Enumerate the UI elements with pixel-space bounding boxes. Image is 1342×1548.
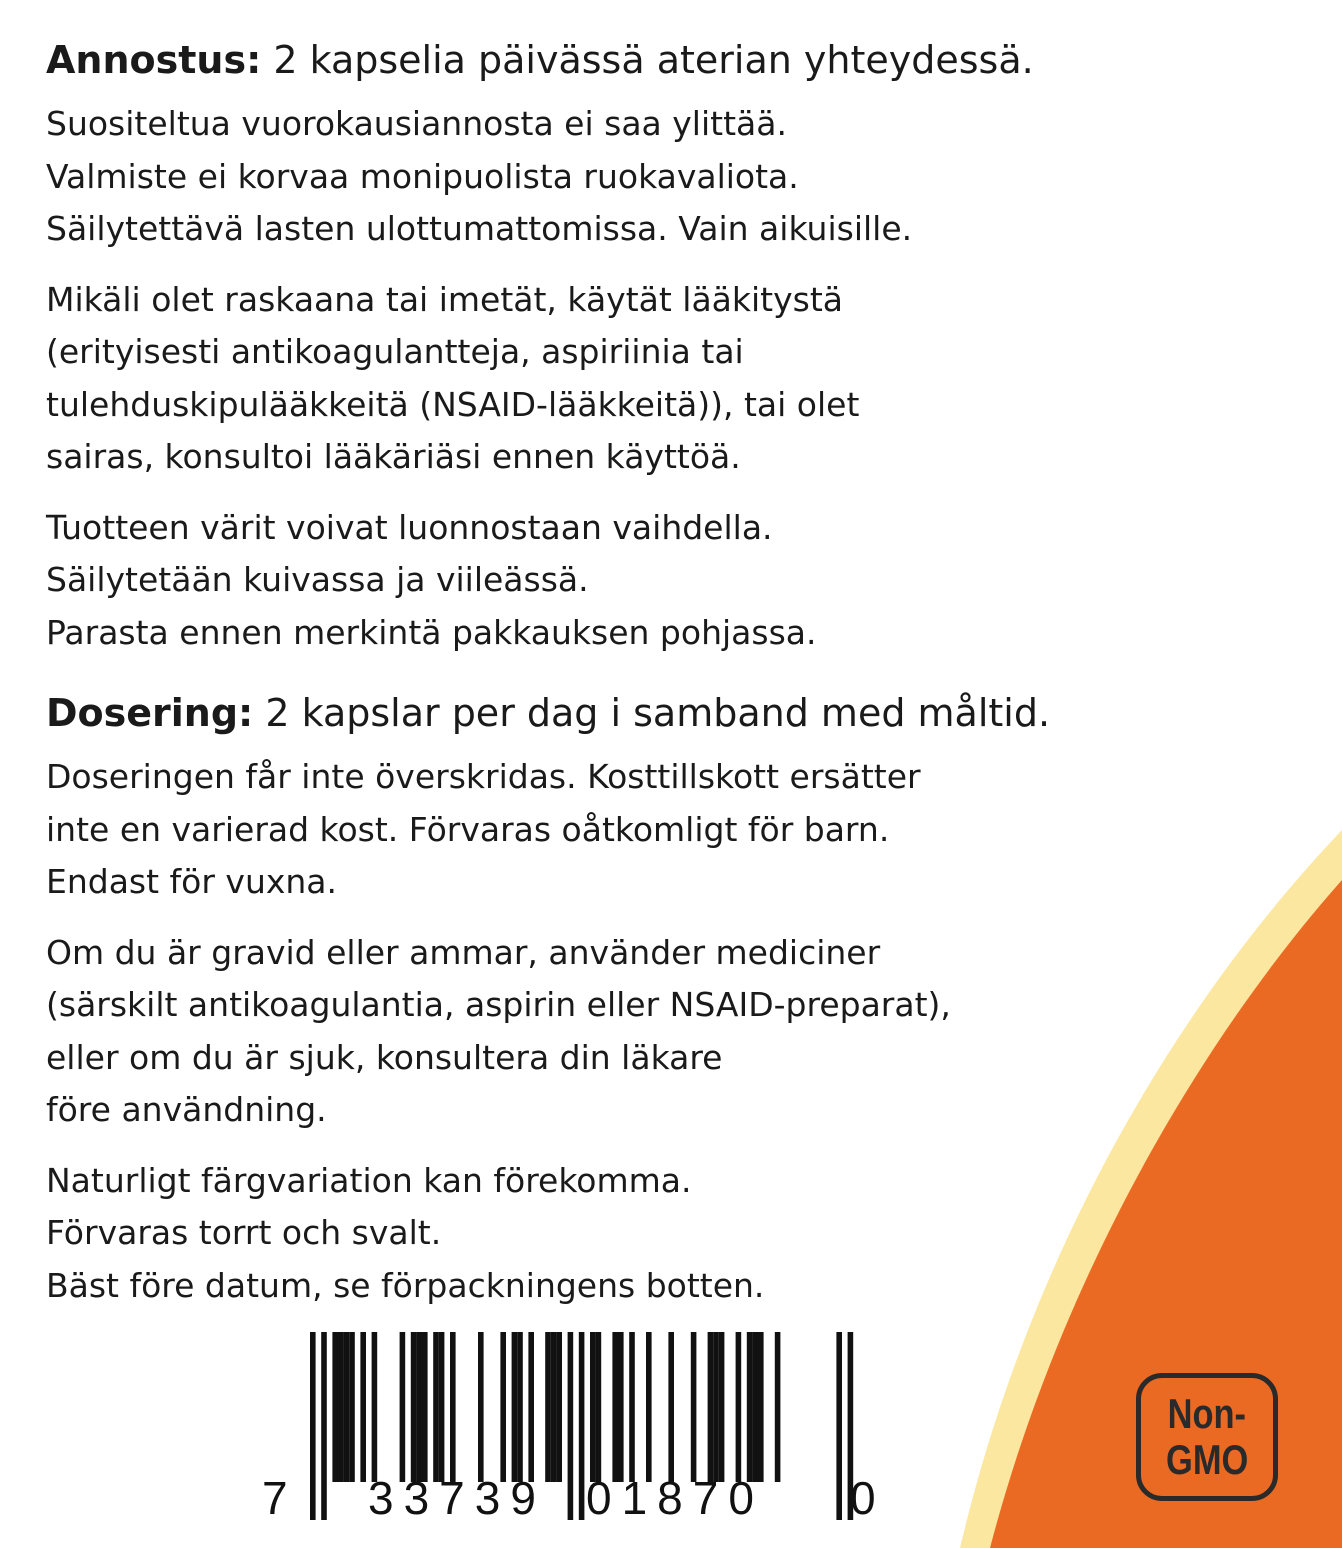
barcode-bar	[349, 1332, 355, 1482]
text-line: Tuotteen värit voivat luonnostaan vaihdella.	[46, 507, 773, 547]
barcode-bar	[590, 1332, 596, 1482]
swedish-dosage-text: 2 kapslar per dag i samband med måltid.	[253, 691, 1051, 735]
text-line: Säilytettävä lasten ulottumattomissa. Vain aikuisille.	[46, 209, 913, 248]
text-line: tulehduskipulääkkeitä (NSAID-lääkkeitä)), tai olet	[46, 384, 860, 424]
barcode-bar	[758, 1332, 764, 1482]
barcode-bar	[433, 1332, 439, 1482]
non-gmo-badge-line1: Non-	[1167, 1390, 1247, 1437]
finnish-dosage-label: Annostus:	[46, 38, 262, 82]
finnish-dosage-heading	[46, 34, 1146, 86]
swedish-medical-paragraph	[46, 927, 1146, 1137]
barcode-left-group: 33739	[368, 1472, 546, 1524]
barcode-check-digit: 0	[850, 1472, 886, 1524]
barcode-bar	[736, 1332, 742, 1482]
text-line: Bäst före datum, se förpackningens botten.	[46, 1265, 765, 1305]
text-line: Om du är gravid eller ammar, använder mediciner	[46, 932, 881, 972]
barcode-bar	[708, 1332, 714, 1482]
barcode-bars	[262, 1332, 882, 1532]
text-line: sairas, konsultoi lääkäriäsi ennen käyttöä.	[46, 437, 741, 476]
barcode-guard-bar	[568, 1332, 574, 1520]
barcode-bar	[338, 1332, 344, 1482]
barcode-bar	[556, 1332, 562, 1482]
barcode-guard-bar	[321, 1332, 327, 1520]
barcode-bar	[517, 1332, 523, 1482]
text-line: Suositeltua vuorokausiannosta ei saa ylittää.	[46, 104, 787, 143]
barcode-bar	[719, 1332, 725, 1482]
text-line: Doseringen får inte överskridas. Kosttillskott ersätter	[46, 757, 921, 796]
barcode-bar	[360, 1332, 366, 1482]
barcode-bar	[422, 1332, 428, 1482]
text-line: Naturligt färgvariation kan förekomma.	[46, 1160, 692, 1200]
barcode-bar	[668, 1332, 674, 1482]
text-line: före användning.	[46, 1090, 327, 1129]
barcode-bar	[450, 1332, 456, 1482]
text-line: inte en varierad kost. Förvaras oåtkomligt för barn.	[46, 809, 890, 849]
barcode-bar	[775, 1332, 781, 1482]
finnish-warnings-paragraph	[46, 98, 1146, 256]
finnish-dosage-text: 2 kapselia päivässä aterian yhteydessä.	[261, 38, 1034, 82]
barcode-guard-bar	[310, 1332, 316, 1520]
barcode-bar	[332, 1332, 338, 1482]
barcode-bar	[344, 1332, 350, 1482]
barcode-bar	[646, 1332, 652, 1482]
non-gmo-badge	[1136, 1373, 1278, 1501]
barcode-bar	[618, 1332, 624, 1482]
barcode-bar	[372, 1332, 378, 1482]
barcode-bar	[596, 1332, 602, 1482]
text-line: Säilytetään kuivassa ja viileässä.	[46, 560, 589, 599]
barcode-bar	[752, 1332, 758, 1482]
text-line: Parasta ennen merkintä pakkauksen pohjassa.	[46, 612, 817, 652]
finnish-storage-paragraph	[46, 502, 1146, 660]
text-line: (erityisesti antikoagulantteja, aspiriinia tai	[46, 332, 744, 371]
barcode-bar	[528, 1332, 534, 1482]
barcode-bar	[500, 1332, 506, 1482]
swedish-storage-paragraph	[46, 1155, 1146, 1313]
swedish-warnings-paragraph	[46, 751, 1146, 909]
barcode-bar	[400, 1332, 406, 1482]
barcode	[262, 1332, 886, 1532]
barcode-bar	[416, 1332, 422, 1482]
barcode-bar	[551, 1332, 557, 1482]
barcode-first-digit: 7	[262, 1472, 298, 1524]
barcode-bar	[411, 1332, 417, 1482]
barcode-bar	[691, 1332, 697, 1482]
barcode-bar	[545, 1332, 551, 1482]
barcode-bar	[612, 1332, 618, 1482]
barcode-bar	[747, 1332, 753, 1482]
barcode-guard-bar	[836, 1332, 842, 1520]
finnish-medical-paragraph	[46, 274, 1146, 484]
text-line: Mikäli olet raskaana tai imetät, käytät lääkitystä	[46, 279, 843, 319]
barcode-bar	[512, 1332, 518, 1482]
text-line: (särskilt antikoagulantia, aspirin eller NSAID-preparat),	[46, 985, 951, 1024]
barcode-guard-bar	[579, 1332, 585, 1520]
barcode-bar	[629, 1332, 635, 1482]
text-line: eller om du är sjuk, konsultera din läkare	[46, 1037, 723, 1077]
barcode-bar	[439, 1332, 445, 1482]
swedish-dosage-heading	[46, 687, 1146, 739]
non-gmo-badge-line2: GMO	[1165, 1436, 1249, 1483]
label-text-block	[46, 34, 1146, 1330]
barcode-bar	[478, 1332, 484, 1482]
barcode-bar	[713, 1332, 719, 1482]
swedish-dosage-label: Dosering:	[46, 691, 254, 735]
barcode-right-group: 01870	[586, 1472, 764, 1524]
text-line: Förvaras torrt och svalt.	[46, 1213, 442, 1252]
text-line: Endast för vuxna.	[46, 862, 338, 901]
text-line: Valmiste ei korvaa monipuolista ruokavaliota.	[46, 156, 799, 196]
